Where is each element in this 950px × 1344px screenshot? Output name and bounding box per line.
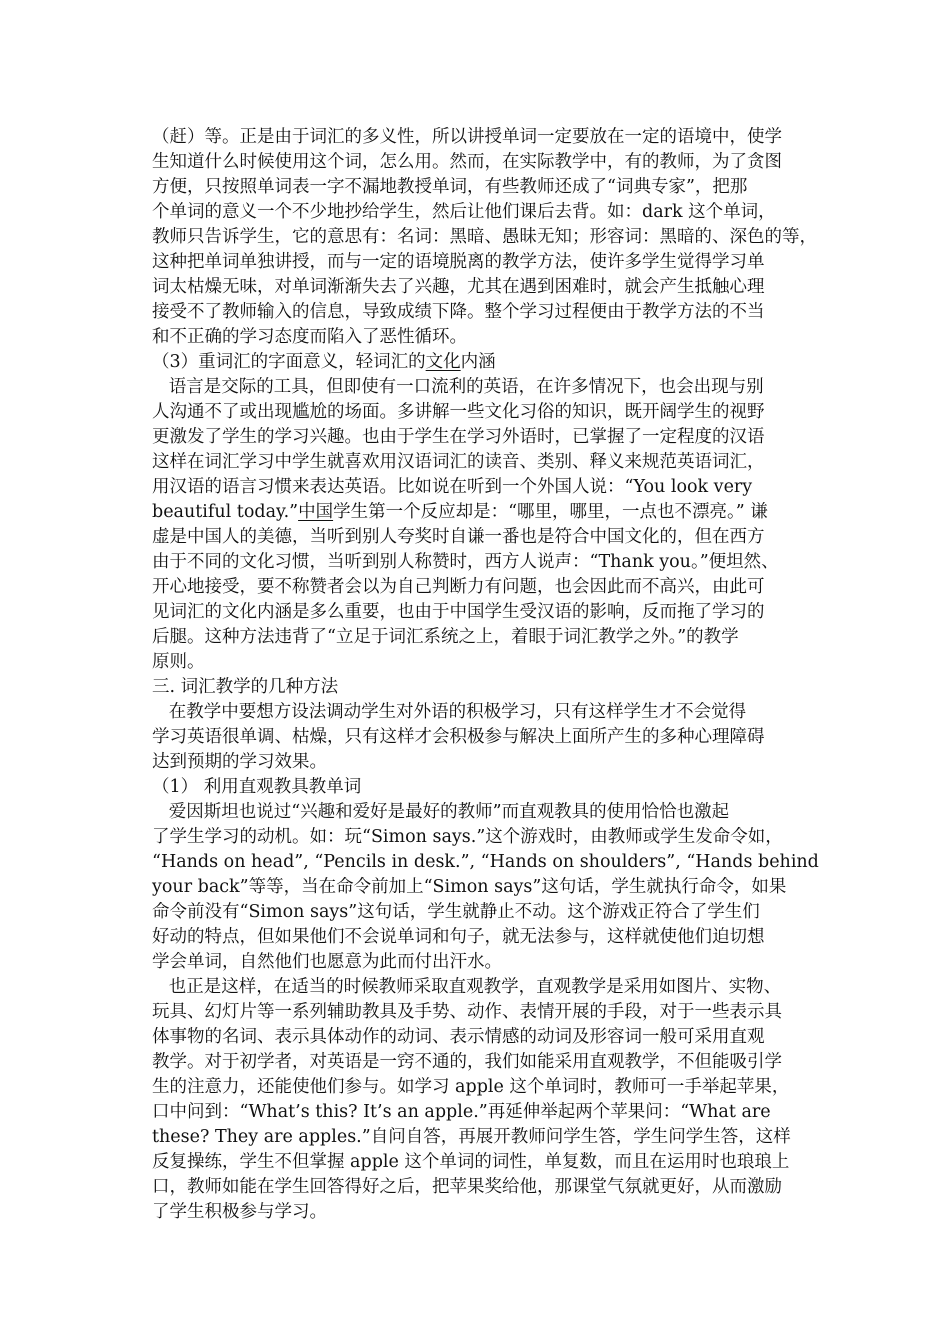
text-run: 好动的特点，但如果他们不会说单词和句子，就无法参与，这样就使他们迫切想 bbox=[152, 927, 765, 947]
text-line bbox=[152, 250, 765, 275]
text-run: 方便，只按照单词表一字不漏地教授单词，有些教师还成了“词典专家”，把那 bbox=[152, 177, 748, 197]
text-run: （赶）等。正是由于词汇的多义性，所以讲授单词一定要放在一定的语境中，使学 bbox=[152, 127, 782, 147]
text-run: 三. 词汇教学的几种方法 bbox=[152, 677, 339, 697]
text-line bbox=[152, 650, 205, 675]
text-run: 口中问到：“What’s this? It’s an apple.”再延伸举起两个苹果问：“What are bbox=[152, 1102, 771, 1122]
underlined-term: 中国 bbox=[298, 502, 334, 522]
text-run: 学生第一个反应却是：“哪里，哪里，一点也不漂亮。” 谦 bbox=[333, 502, 768, 522]
text-line bbox=[152, 475, 752, 500]
text-line bbox=[152, 675, 338, 700]
text-line bbox=[152, 1200, 327, 1225]
text-line bbox=[152, 800, 729, 825]
text-run: 生知道什么时候使用这个词，怎么用。然而，在实际教学中，有的教师，为了贪图 bbox=[152, 152, 782, 172]
text-run: 教学。对于初学者，对英语是一窍不通的，我们如能采用直观教学，不但能吸引学 bbox=[152, 1052, 782, 1072]
text-line bbox=[152, 200, 776, 225]
text-run: 个单词的意义一个不少地抄给学生，然后让他们课后去背。如：dark 这个单词， bbox=[152, 202, 776, 222]
text-run: 教师只告诉学生，它的意思有：名词：黑暗、愚昧无知；形容词：黑暗的、深色的等， bbox=[152, 227, 817, 247]
text-run: 见词汇的文化内涵是多么重要，也由于中国学生受汉语的影响，反而拖了学习的 bbox=[152, 602, 765, 622]
text-run: 词太枯燥无味，对单词渐渐失去了兴趣，尤其在遇到困难时，就会产生抵触心理 bbox=[152, 277, 765, 297]
text-run: 内涵 bbox=[460, 352, 496, 372]
text-run: 原则。 bbox=[152, 652, 205, 672]
text-line bbox=[152, 775, 361, 800]
text-line bbox=[152, 825, 783, 850]
text-line bbox=[152, 125, 782, 150]
text-line bbox=[152, 1000, 782, 1025]
text-run: “Hands on head”, “Pencils in desk.”, “Hands on shoulders”, “Hands behind bbox=[152, 852, 819, 872]
text-line bbox=[152, 950, 502, 975]
text-line bbox=[152, 1150, 789, 1175]
text-run: 开心地接受，要不称赞者会以为自己判断力有问题，也会因此而不高兴，由此可 bbox=[152, 577, 765, 597]
text-run: （1） 利用直观教具教单词 bbox=[152, 777, 362, 797]
text-line bbox=[152, 175, 747, 200]
text-run: 达到预期的学习效果。 bbox=[152, 752, 327, 772]
text-line bbox=[152, 850, 819, 875]
text-run: your back”等等，当在命令前加上“Simon says”这句话，学生就执行命令，如果 bbox=[152, 877, 787, 897]
text-line bbox=[152, 375, 764, 400]
text-line bbox=[152, 450, 765, 475]
underlined-term: 文化 bbox=[425, 352, 461, 372]
text-line bbox=[152, 425, 765, 450]
text-line bbox=[152, 1100, 771, 1125]
text-line bbox=[152, 525, 765, 550]
text-line bbox=[152, 550, 779, 575]
text-line bbox=[152, 300, 765, 325]
text-run: 由于不同的文化习惯，当听到别人称赞时，西方人说声：“Thank you。”便坦然、 bbox=[152, 552, 779, 572]
text-line bbox=[152, 350, 496, 375]
text-line bbox=[152, 975, 781, 1000]
text-run: 语言是交际的工具，但即使有一口流利的英语，在许多情况下，也会出现与别 bbox=[152, 377, 764, 397]
text-run: 人沟通不了或出现尴尬的场面。多讲解一些文化习俗的知识，既开阔学生的视野 bbox=[152, 402, 765, 422]
text-run: 虚是中国人的美德，当听到别人夸奖时自谦一番也是符合中国文化的，但在西方 bbox=[152, 527, 765, 547]
text-run: 和不正确的学习态度而陷入了恶性循环。 bbox=[152, 327, 467, 347]
text-line bbox=[152, 600, 765, 625]
text-run: 体事物的名词、表示具体动作的动词、表示情感的动词及形容词一般可采用直观 bbox=[152, 1027, 765, 1047]
text-run: 这种把单词单独讲授，而与一定的语境脱离的教学方法，使许多学生觉得学习单 bbox=[152, 252, 765, 272]
text-run: 命令前没有“Simon says”这句话，学生就静止不动。这个游戏正符合了学生们 bbox=[152, 902, 760, 922]
text-line bbox=[152, 725, 765, 750]
text-line bbox=[152, 400, 765, 425]
text-line bbox=[152, 325, 467, 350]
text-run: these? They are apples.”自问自答，再展开教师问学生答，学生问学生答，这样 bbox=[152, 1127, 791, 1147]
text-run: 学习英语很单调、枯燥，只有这样才会积极参与解决上面所产生的多种心理障碍 bbox=[152, 727, 765, 747]
text-run: 了学生积极参与学习。 bbox=[152, 1202, 327, 1222]
text-line bbox=[152, 925, 765, 950]
text-run: 爱因斯坦也说过“兴趣和爱好是最好的教师”而直观教具的使用恰恰也激起 bbox=[152, 802, 730, 822]
text-run: 了学生学习的动机。如：玩“Simon says.”这个游戏时，由教师或学生发命令如， bbox=[152, 827, 783, 847]
text-run: 也正是这样，在适当的时候教师采取直观教学，直观教学是采用如图片、实物、 bbox=[152, 977, 782, 997]
text-line bbox=[152, 500, 768, 525]
text-line bbox=[152, 1050, 782, 1075]
text-line bbox=[152, 1075, 789, 1100]
text-run: 更激发了学生的学习兴趣。也由于学生在学习外语时，已掌握了一定程度的汉语 bbox=[152, 427, 765, 447]
text-run: 学会单词，自然他们也愿意为此而付出汗水。 bbox=[152, 952, 502, 972]
text-run: 接受不了教师输入的信息，导致成绩下降。整个学习过程便由于教学方法的不当 bbox=[152, 302, 765, 322]
text-run: 生的注意力，还能使他们参与。如学习 apple 这个单词时，教师可一手举起苹果， bbox=[152, 1077, 790, 1097]
text-run: 后腿。这种方法违背了“立足于词汇系统之上，着眼于词汇教学之外。”的教学 bbox=[152, 627, 739, 647]
text-run: 口，教师如能在学生回答得好之后，把苹果奖给他，那课堂气氛就更好，从而激励 bbox=[152, 1177, 782, 1197]
text-run: beautiful today.” bbox=[152, 502, 299, 522]
text-line bbox=[152, 625, 739, 650]
text-line bbox=[152, 225, 817, 250]
text-line bbox=[152, 1175, 782, 1200]
text-line bbox=[152, 1125, 791, 1150]
text-line bbox=[152, 275, 765, 300]
text-line bbox=[152, 900, 760, 925]
text-run: 在教学中要想方设法调动学生对外语的积极学习，只有这样学生才不会觉得 bbox=[152, 702, 747, 722]
text-line bbox=[152, 750, 327, 775]
text-line bbox=[152, 700, 746, 725]
text-run: 这样在词汇学习中学生就喜欢用汉语词汇的读音、类别、释义来规范英语词汇， bbox=[152, 452, 765, 472]
text-line bbox=[152, 875, 786, 900]
text-run: （3）重词汇的字面意义，轻词汇的 bbox=[152, 352, 426, 372]
text-run: 反复操练，学生不但掌握 apple 这个单词的词性，单复数，而且在运用时也琅琅上 bbox=[152, 1152, 790, 1172]
text-line bbox=[152, 1025, 765, 1050]
text-line bbox=[152, 575, 765, 600]
text-run: 玩具、幻灯片等一系列辅助教具及手势、动作、表情开展的手段，对于一些表示具 bbox=[152, 1002, 782, 1022]
text-line bbox=[152, 150, 782, 175]
text-run: 用汉语的语言习惯来表达英语。比如说在听到一个外国人说：“You look very bbox=[152, 477, 753, 497]
